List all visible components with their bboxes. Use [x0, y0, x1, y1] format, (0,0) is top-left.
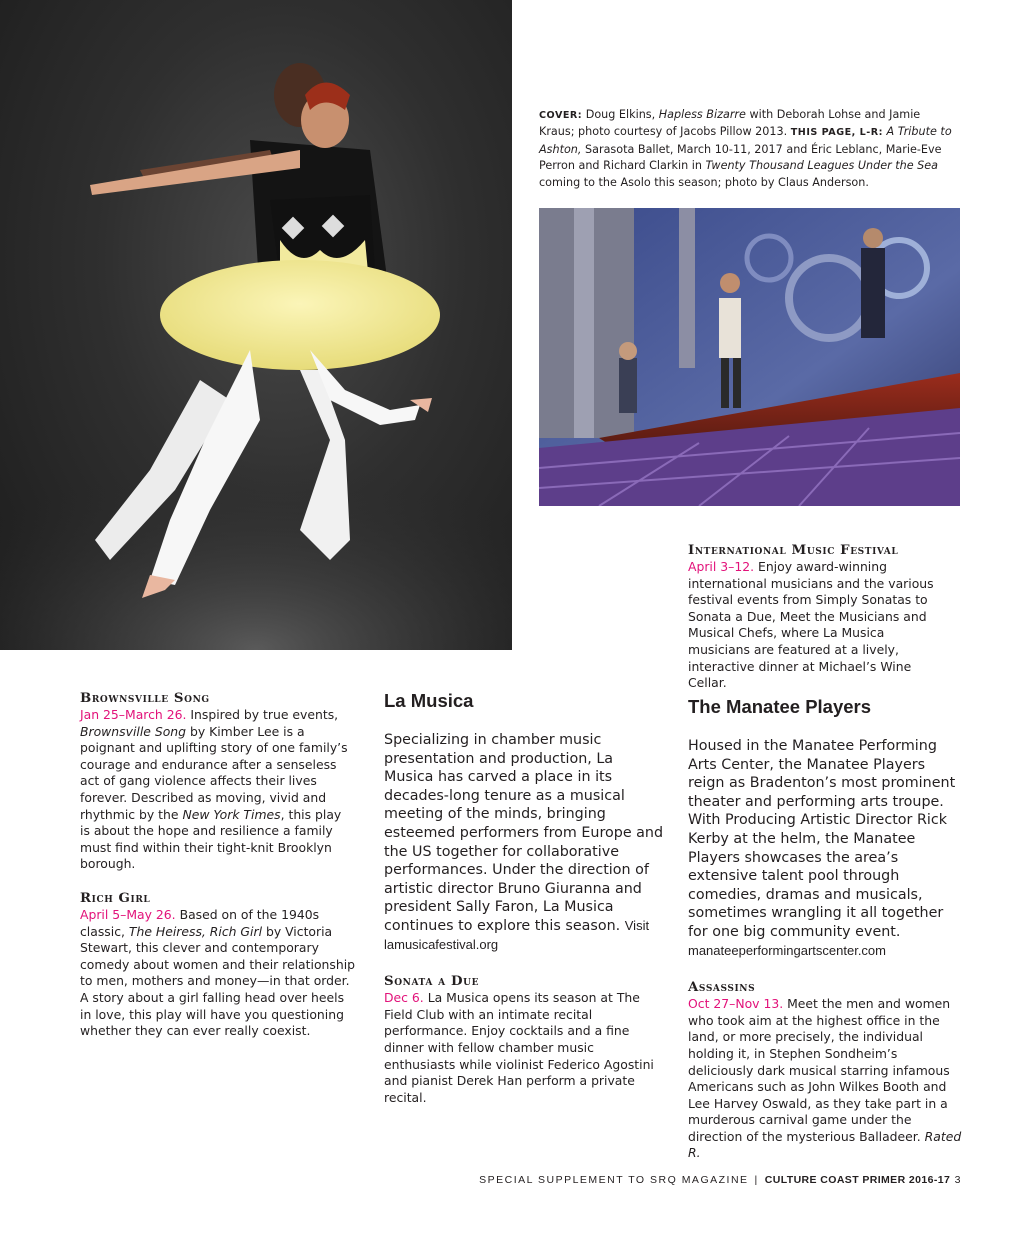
column-left: [80, 690, 355, 1040]
stage-photo: [539, 208, 960, 506]
assassins-body: Oct 27–Nov 13. Meet the men and women who took aim at the highest office in the land, or more precisely, the individual holding it, in Stephen Sondheim’s deliciously dark musical starring infamous Americans such as John Wilkes Booth and Lee Harvey Oswald, as they take part in a murderous carnival game under the direction of the mysterious Balladeer. Rated R.: [688, 996, 962, 1161]
assassins-date: Oct 27–Nov 13.: [688, 996, 784, 1012]
sonata-heading: Sonata a Due: [384, 974, 480, 990]
la-musica-heading: La Musica: [384, 690, 474, 711]
sonata-body: Dec 6. La Musica opens its season at The Field Club with an intimate recital performance. Enjoy cocktails and a fine dinner with fellow chamber music enthusiasts while violinist Federico Agostini and pianist Derek Han perform a private recital.: [384, 990, 654, 1105]
footer-separator: |: [754, 1174, 759, 1186]
brownsville-body: Jan 25–March 26. Inspired by true events, Brownsville Song by Kimber Lee is a poignant and uplifting story of one family’s courage and endurance after a senseless act of gang violence affects their lives forever. Described as moving, vivid and rhythmic by the New York Times, this play is about the hope and resilience a family must find within their tight-knit Brooklyn borough.: [80, 707, 348, 872]
this-page-label: THIS PAGE, L-R:: [790, 127, 883, 139]
page-number: 3: [954, 1174, 962, 1186]
manatee-body: Housed in the Manatee Performing Arts Center, the Manatee Players reign as Bradenton’s most prominent theater and performing arts troupe. With Producing Artistic Director Rick Kerby at the helm, the Manatee Players showcases the area’s extensive talent pool through comedies, dramas and musicals, sometimes wrangling it all together for one big community event. manateeperformingartscenter.com: [688, 738, 956, 958]
ballet-photo: [0, 0, 512, 650]
rich-girl-body: April 5–May 26. Based on of the 1940s classic, The Heiress, Rich Girl by Victoria Stewart, this clever and contemporary comedy about women and their relationship to men, mothers and money—in that order. A story about a girl falling head over heels in love, this play will have you questioning whether they can ever really coexist.: [80, 906, 356, 1039]
brownsville-heading: Brownsville Song: [80, 691, 210, 706]
imf-heading: International Music Festival: [688, 543, 899, 558]
imf-block: [688, 542, 948, 692]
brownsville-date: Jan 25–March 26.: [80, 707, 187, 722]
column-right: [688, 696, 963, 1162]
footer-primer: CULTURE COAST PRIMER 2016-17: [764, 1174, 951, 1186]
assassins-heading: Assassins: [688, 980, 756, 996]
cover-label: COVER:: [539, 110, 583, 121]
manatee-link[interactable]: manateeperformingartscenter.com: [688, 942, 886, 958]
rich-girl-heading: Rich Girl: [80, 890, 151, 906]
photo-caption: COVER: Doug Elkins, Hapless Bizarre with Deborah Lohse and Jamie Kraus; photo courtesy of Jacobs Pillow 2013. THIS PAGE, L-R: A Tribute to Ashton, Sarasota Ballet, March 10-11, 2017 and Éric Leblanc, Marie-Eve Perron and Richard Clarkin in Twenty Thousand Leagues Under the Sea coming to the Asolo this season; photo by Claus Anderson.: [539, 108, 952, 189]
footer-supplement: SPECIAL SUPPLEMENT TO SRQ MAGAZINE: [479, 1174, 749, 1186]
column-middle: [384, 690, 664, 1106]
la-musica-link[interactable]: Visit lamusicafestival.org: [384, 917, 650, 952]
imf-date: April 3–12.: [688, 559, 755, 574]
manatee-heading: The Manatee Players: [688, 696, 872, 717]
sonata-date: Dec 6.: [384, 990, 424, 1006]
imf-body: April 3–12. Enjoy award-winning international musicians and the various festival events from Simply Sonatas to Sonata a Due, Meet the Musicians and Musical Chefs, where La Musica musicians are featured at a lively, interactive dinner at Michael’s Wine Cellar.: [688, 559, 934, 691]
la-musica-body: Specializing in chamber music presentation and production, La Musica has carved a place in its decades-long tenure as a musical meeting of the minds, bringing esteemed performers from Europe and the US together for collaborative performances. Under the direction of artistic director Bruno Giuranna and president Sally Faron, La Musica continues to explore this season. Visit lamusicafestival.org: [384, 732, 664, 952]
rich-girl-date: April 5–May 26.: [80, 906, 176, 922]
page-footer: [479, 1174, 962, 1186]
